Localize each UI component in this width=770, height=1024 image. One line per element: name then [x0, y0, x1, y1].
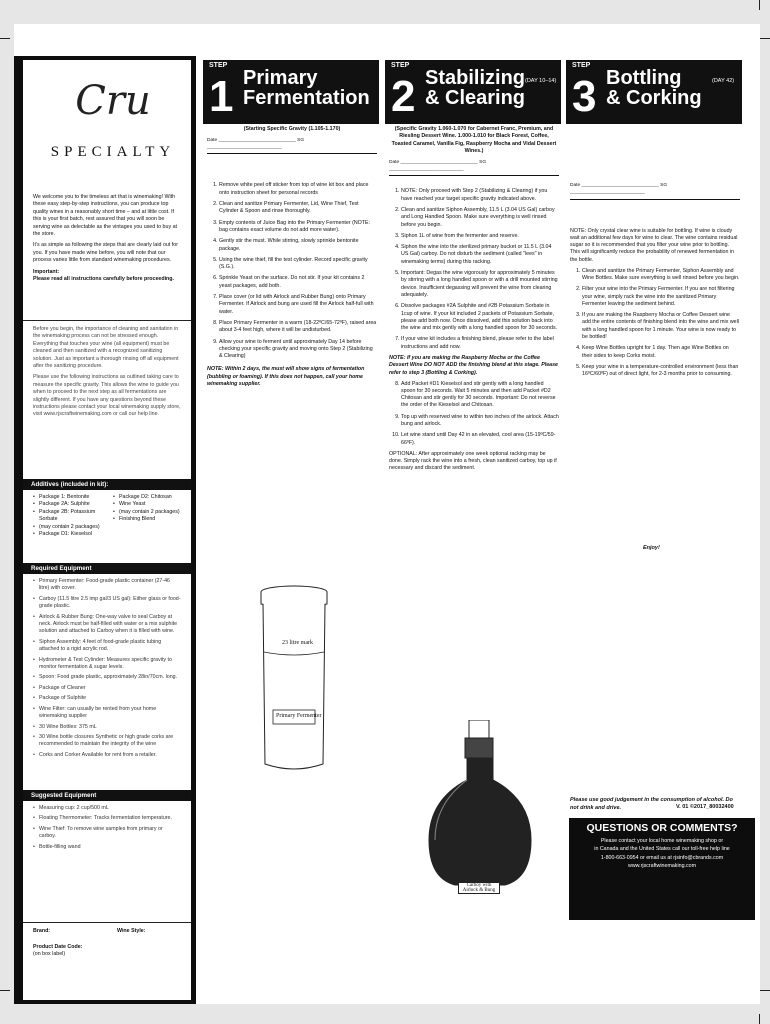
- step-1-instructions: [207, 182, 377, 360]
- equipment-item: • 30 Wine bottle closures Synthetic or high grade corks are recommended to maintain the integrity of the wine: [33, 734, 181, 749]
- instruction-item: 6. Sprinkle Yeast on the surface. Do not stir. If your kit contains 2 yeast packages, add both.: [219, 275, 377, 290]
- suggested-equipment-list: [33, 805, 181, 854]
- step-label: STEP: [209, 62, 228, 69]
- date-sg-line: Date _____________________________ SG ____________________________: [389, 159, 559, 177]
- crop-mark: [759, 0, 760, 10]
- step-1-header: [203, 60, 379, 124]
- additives-right-list: [113, 494, 185, 524]
- step-number: 3: [572, 72, 597, 121]
- intro-paragraph: It's as simple as following the steps that are clearly laid out for you. If you have made wine before, you will note that our process varies little from standard winemaking procedures.: [33, 242, 178, 264]
- equipment-item: • Corks and Corker Available for rent from a retailer.: [33, 752, 181, 759]
- intro-text: [33, 194, 181, 287]
- website-link[interactable]: www.rjscraftwinemaking.com: [628, 863, 696, 869]
- step-3-header: [566, 60, 742, 124]
- equipment-item: • Wine Thief: To remove wine samples from primary or carboy.: [33, 826, 181, 841]
- step-day: (DAY 10–14): [525, 78, 557, 84]
- equipment-item: • Package of Cleaner: [33, 685, 181, 692]
- equipment-item: • Siphon Assembly: 4 feet of food-grade plastic tubing attached to a rigid acrylic rod.: [33, 639, 181, 654]
- version-code: V. 01 ©2017_80032400: [676, 804, 734, 810]
- cru-specialty-logo: [43, 78, 183, 161]
- instruction-item: 1. Clean and sanitize the Primary Fermenter, Siphon Assembly and Wine Bottles. Make sure everything is well rinsed before you begin.: [582, 268, 740, 283]
- step-3-note: NOTE: Only crystal clear wine is suitable for bottling. If wine is cloudy wait an additional few days for wine to clear. The wine contains residual sugar so it is recommended that you filter your wine prior to bottling. This will significantly reduce the probability of renewed fermentation in the bottle.: [570, 227, 738, 263]
- equipment-item: • Wine Filter: can usually be rented from your home winemaking supplier: [33, 706, 181, 721]
- instruction-item: 10. Let wine stand until Day 42 in an elevated, cool area (15-19ºC/59-66ºF).: [401, 432, 559, 447]
- sanitation-paragraph: Before you begin, the importance of cleaning and sanitation in the winemaking process can not be stressed enough. Everything that touches your wine (all equipment) must be cleaned and then sanitized with a recognized sanitizing solution. Just as important a thorough rinsing off all equipment after the sanitizing procedure.: [33, 326, 179, 370]
- brand-field-label: Brand:: [33, 928, 51, 934]
- intro-panel: [23, 60, 191, 1000]
- additive-item: • Wine Yeast: [113, 501, 185, 508]
- additive-item: • Package 2B: Potassium Sorbate: [33, 509, 109, 524]
- instruction-item: 9. Allow your wine to ferment until approximately Day 14 before checking your specific gravity and moving onto Step 2 (Stabilizing & Clearing): [219, 339, 377, 361]
- instruction-item: 5. Important: Degas the wine vigorously for approximately 5 minutes by stirring with a long handled spoon or with a drill mounted stirring device. Insufficient degassing will prevent the wine from clearing adequately.: [401, 270, 559, 299]
- required-equipment-heading: Required Equipment: [23, 563, 191, 574]
- additive-item: • Package 2A: Sulphite: [33, 501, 109, 508]
- step-number: 1: [209, 72, 234, 121]
- additive-item: • Package 1: Bentonite: [33, 494, 109, 501]
- date-sg-line: Date _____________________________ SG ____________________________: [207, 137, 377, 155]
- step-2-column: [389, 126, 559, 476]
- equipment-item: • Primary Fermenter: Food-grade plastic container (27-46 litre) with cover.: [33, 578, 181, 593]
- important-label: Important:: [33, 268, 60, 275]
- instruction-item: 2. Clean and sanitize Primary Fermenter, Lid, Wine Thief, Test Cylinder & Spoon and rinse thoroughly.: [219, 201, 377, 216]
- additive-note: • (may contain 2 packages): [33, 524, 109, 531]
- equipment-item: • 30 Wine Bottles: 375 mL: [33, 724, 181, 731]
- additive-item: • Package D2: Chitosan: [113, 494, 185, 501]
- crop-mark: [760, 38, 770, 39]
- sg-note: (Specific Gravity 1.060-1.070 for Cabernet Franc, Premium, and Riesling Dessert Wine. 1.000-1.010 for Black Forest, Coffee, Toasted Caramel, Vanilla Fig, Raspberry Mocha and Vidal Dessert Wines.): [391, 126, 557, 154]
- product-date-label: Product Date Code: (on box label): [33, 944, 83, 958]
- primary-fermenter-drawing: [258, 584, 330, 776]
- sanitation-text: [33, 326, 181, 423]
- instruction-item: 3. Empty contents of Juice Bag into the Primary Fermenter (NOTE: bag contains exact volume do not add more water).: [219, 220, 377, 235]
- additives-left-list: [33, 494, 109, 538]
- step-2-note: NOTE: If you are making the Raspberry Mocha or the Coffee Dessert Wine DO NOT ADD the finishing blend at this stage. Please refer to step 3 (Bottling & Corking).: [389, 355, 558, 376]
- equipment-item: • Floating Thermometer: Tracks fermentation temperature.: [33, 815, 181, 822]
- step-2-instructions: [389, 188, 559, 351]
- gravity-paragraph: Please use the following instructions as outlined taking care to measure the specific gravity. This allows the wine to guide you when to proceed to the next step as all fermentations are slightly different. If you have any questions beyond these instructions please contact your local winemaking supply store, visit www.rjscraftwinemaking.com or call our help line.: [33, 374, 181, 418]
- crop-mark: [0, 38, 10, 39]
- contact-line: Please contact your local home winemaking shop or: [600, 837, 724, 844]
- instruction-item: 5. Using the wine thief, fill the test cylinder. Record specific gravity (S.G.).: [219, 257, 377, 272]
- instruction-item: 4. Gently stir the must. While stirring, slowly sprinkle bentonite package.: [219, 238, 377, 253]
- sg-note: (Starting Specific Gravity (1.105-1.170): [243, 126, 341, 132]
- step-title: Bottling & Corking: [606, 67, 702, 109]
- instruction-item: 3. If you are making the Raspberry Mocha or Coffee Dessert wine add the entire contents of finishing blend into the wine and mix well with a long handled spoon for 1 minute. Your wine is now ready to be bottled!: [582, 312, 740, 341]
- questions-title: QUESTIONS OR COMMENTS?: [586, 822, 738, 834]
- wine-style-field-label: Wine Style:: [117, 928, 146, 934]
- responsible-drinking-text: Please use good judgement in the consumption of alcohol. Do not drink and drive.: [570, 797, 733, 811]
- instruction-item: 6. Dissolve packages #2A Sulphite and #2B Potassium Sorbate in 1cup of wine. If your kit included 2 packets of Potassium Sorbate, please add both now. Once dissolved, add this solution back into the wine and mix gently with a long handled spoon for 30 seconds.: [401, 303, 559, 332]
- important-text: Please read all instructions carefully before proceeding.: [33, 276, 175, 283]
- logo-script: Cru: [75, 78, 151, 124]
- crop-mark: [760, 990, 770, 991]
- instruction-item: 5. Keep your wine in a temperature-controlled environment (less than 16ºC/60ºF) out of direct light, for 2-3 months prior to consuming.: [582, 364, 740, 379]
- equipment-item: • Spoon: Food grade plastic, approximately 28in/70cm. long.: [33, 674, 181, 681]
- contact-line[interactable]: 1-800-663-0954 or email us at rjsinfo@cbrands.com: [600, 854, 724, 861]
- instruction-item: 8. Add Packet #D1 Kieselsol and stir gently with a long handled spoon for 30 seconds. Wait 5 minutes and then add Packet #D2 Chitosan and stir gently for 30 seconds. Important: Do not reverse the order of the Kieselsol and Chitosan.: [401, 381, 559, 410]
- instruction-item: 1. Remove white peel off sticker from top of wine kit box and place onto instruction sheet for personal records: [219, 182, 377, 197]
- step-number: 2: [391, 72, 416, 121]
- optional-racking: OPTIONAL: After approximately one week optional racking may be done. Simply rack the wine into a fresh, clean sanitized carboy, top up if necessary and discard the sediment.: [389, 450, 557, 472]
- instruction-item: 3. Siphon 1L of wine from the fermenter and reserve.: [401, 233, 559, 240]
- step-label: STEP: [572, 62, 591, 69]
- logo-word: SPECIALTY: [50, 144, 176, 160]
- divider: [23, 922, 191, 923]
- step-title: Primary Fermentation: [243, 67, 370, 109]
- carboy-drawing: [425, 720, 535, 900]
- instruction-item: 2. Filter your wine into the Primary Fermenter. If you are not filtering your wine, simply rack the wine into the sanitized Primary Fermenter leaving the sediment behind.: [582, 286, 740, 308]
- step-2-instructions-cont: [389, 381, 559, 447]
- equipment-item: • Hydrometer & Test Cylinder: Measures specific gravity to monitor fermentation & sugar levels.: [33, 657, 181, 672]
- equipment-item: • Measuring cup: 2 cup/500 mL: [33, 805, 181, 812]
- instruction-item: 8. Place Primary Fermenter in a warm (18-22ºC/65-72ºF), raised area about 3-4 feet high, where it will be undisturbed.: [219, 320, 377, 335]
- additive-item: • Finishing Blend: [113, 516, 185, 523]
- crop-mark: [759, 1014, 760, 1024]
- step-3-instructions: [570, 268, 740, 379]
- instruction-item: 9. Top up with reserved wine to within two inches of the airlock. Attach bung and airlock.: [401, 414, 559, 429]
- questions-box: [569, 818, 755, 920]
- fermenter-label: Primary Fermenter: [276, 713, 322, 719]
- step-1-note: NOTE: Within 2 days, the must will show signs of fermentation (bubbling or foaming). If this does not happen, call your home winemaking supplier.: [207, 366, 365, 388]
- rjs-mark: RJS: [606, 925, 634, 953]
- step-title: Stabilizing & Clearing: [425, 67, 526, 109]
- logo-text: craft winemaking: [638, 925, 691, 947]
- step-1-column: [207, 126, 377, 392]
- step-2-header: [385, 60, 561, 124]
- step-label: STEP: [391, 62, 410, 69]
- divider: [23, 320, 191, 321]
- step-3-column: [570, 182, 740, 383]
- enjoy-text: Enjoy!: [643, 545, 660, 551]
- equipment-item: • Package of Sulphite: [33, 695, 181, 702]
- contact-line: in Canada and the United States call our toll-free help line: [594, 846, 730, 852]
- carboy-label: Carboy with Airlock & Bung: [458, 882, 500, 894]
- additive-item: • Package D1: Kieselsol: [33, 531, 109, 538]
- fill-mark-label: 23 litre mark: [282, 640, 313, 646]
- instruction-item: 7. If your wine kit includes a finishing blend, please refer to the label instructions and add now.: [401, 336, 559, 351]
- equipment-item: • Carboy (11.5 litre 2.5 imp gal/3 US gal): Either glass or food-grade plastic.: [33, 596, 181, 611]
- additives-heading: Additives (included in kit):: [23, 479, 191, 490]
- instruction-item: 2. Clean and sanitize Siphon Assembly, 11.5 L (3.04 US Gal) carboy and Long Handled Spoon. Make sure everything is well rinsed before you begin.: [401, 207, 559, 229]
- equipment-item: • Bottle-filling wand: [33, 844, 181, 851]
- instruction-item: 7. Place cover (or lid with Airlock and Rubber Bung) onto Primary Fermenter. If Airlock and bung are used fill the Airlock half-full with water.: [219, 294, 377, 316]
- instruction-item: 4. Keep Wine Bottles upright for 1 day. Then age Wine Bottles on their sides to keep Corks moist.: [582, 345, 740, 360]
- instruction-item: 1. NOTE: Only proceed with Step 2 (Stabilizing & Clearing) if you have reached your target specific gravity indicated above.: [401, 188, 559, 203]
- additive-note: • (may contain 2 packages): [113, 509, 185, 516]
- suggested-equipment-heading: Suggested Equipment: [23, 790, 191, 801]
- intro-paragraph: We welcome you to the timeless art that is winemaking! With these easy step-by-step instructions, you can produce top quality wines in a reasonably short time – and at little cost. If this is your first batch, rest assured that you will soon be serving wine as delectable as the vintages you used to buy at the store.: [33, 194, 177, 238]
- equipment-item: • Airlock & Rubber Bung: One-way valve to seal Carboy at neck. Airlock must be half-filled with water or a mix sulphite solution and attached to Carboy when it is filled with wine.: [33, 614, 181, 636]
- step-day: (DAY 42): [712, 78, 735, 84]
- instruction-item: 4. Siphon the wine into the sterilized primary bucket or 11.5 L (3.04 US Gal) carboy. Do not disturb the sediment (called "lees" in winemaking terms) during this racking.: [401, 244, 559, 266]
- date-sg-line: Date _____________________________ SG ____________________________: [570, 182, 740, 200]
- crop-mark: [0, 990, 10, 991]
- required-equipment-list: [33, 578, 181, 762]
